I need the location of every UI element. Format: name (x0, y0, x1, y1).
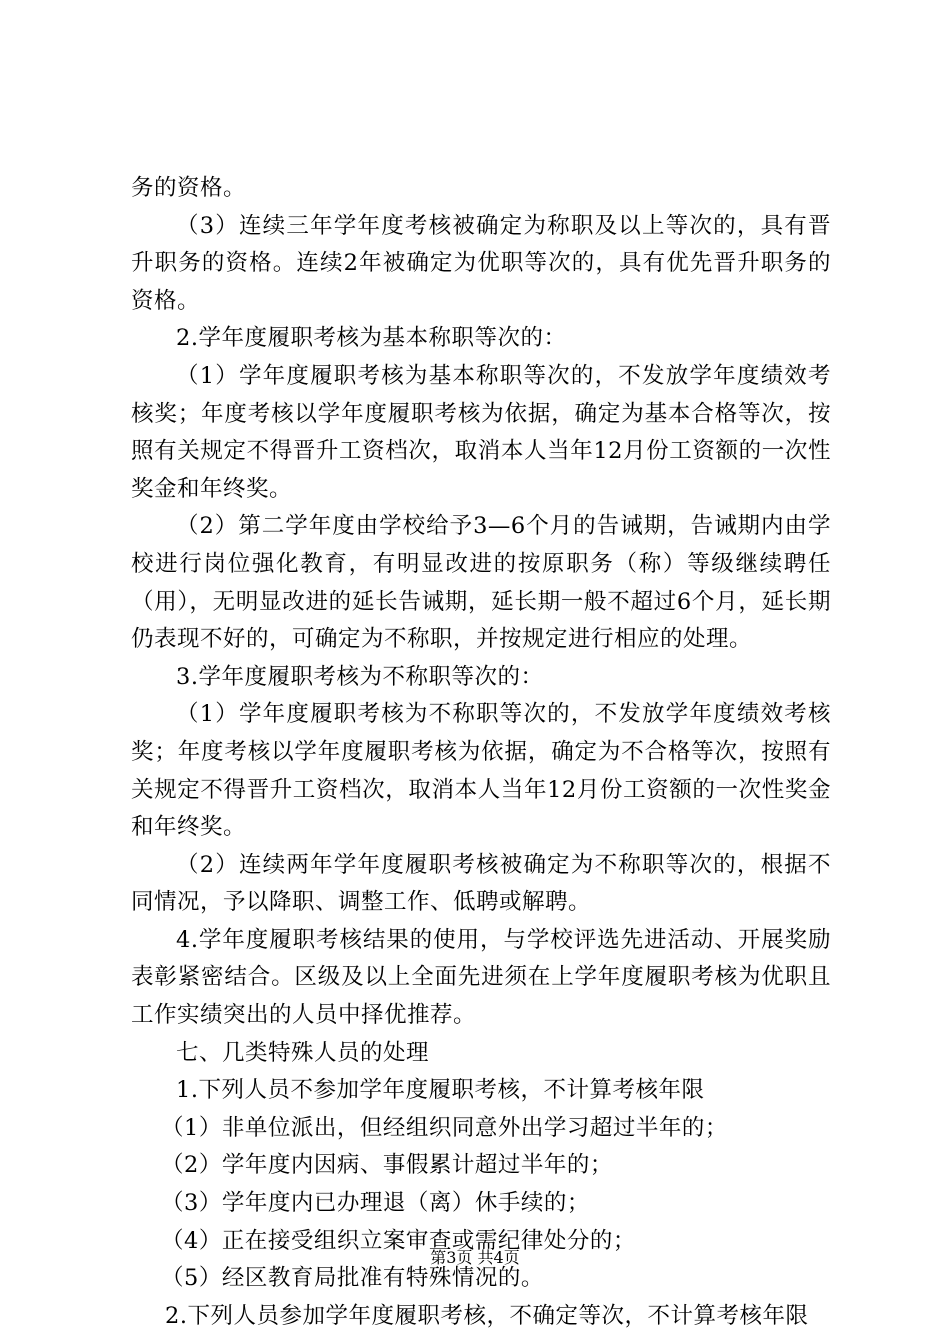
section-heading: 七、几类特殊人员的处理 (176, 1039, 430, 1066)
paragraph: 2.下列人员参加学年度履职考核，不确定等次，不计算考核年限 (165, 1302, 809, 1329)
paragraph: （2）第二学年度由学校给予3—6个月的告诫期，告诫期内由学校进行岗位强化教育，有明显改进的按原职务（称）等级继续聘任（用），无明显改进的延长告诫期，延长期一般不超过6个月，延长期仍表现不好的，可确定为不称职，并按规定进行相应的处理。 (131, 513, 831, 653)
list-item: （3）学年度内已办理退（离）休手续的； (161, 1190, 590, 1217)
list-item: （2）学年度内因病、事假累计超过半年的； (161, 1152, 613, 1179)
paragraph: 1.下列人员不参加学年度履职考核，不计算考核年限 (176, 1077, 705, 1104)
list-item: （5）经区教育局批准有特殊情况的。 (161, 1265, 544, 1292)
paragraph: （2）连续两年学年度履职考核被确定为不称职等次的，根据不同情况，予以降职、调整工作、低聘或解聘。 (131, 851, 831, 916)
paragraph: 3.学年度履职考核为不称职等次的： (176, 663, 544, 690)
document-body (131, 170, 831, 1335)
list-item: （1）非单位派出，但经组织同意外出学习超过半年的； (161, 1114, 728, 1141)
paragraph: （1）学年度履职考核为基本称职等次的，不发放学年度绩效考核奖；年度考核以学年度履职考核为依据，确定为基本合格等次，按照有关规定不得晋升工资档次，取消本人当年12月份工资额的一次性奖金和年终奖。 (131, 362, 831, 502)
paragraph: 4.学年度履职考核结果的使用，与学校评选先进活动、开展奖励表彰紧密结合。区级及以上全面先进须在上学年度履职考核为优职且工作实绩突出的人员中择优推荐。 (131, 926, 831, 1029)
page-footer: 第3页 共4页 (430, 1248, 520, 1267)
paragraph: （1）学年度履职考核为不称职等次的，不发放学年度绩效考核奖；年度考核以学年度履职考核为依据，确定为不合格等次，按照有关规定不得晋升工资档次，取消本人当年12月份工资额的一次性奖金和年终奖。 (131, 701, 831, 841)
paragraph: 务的资格。 (131, 175, 247, 201)
paragraph: （3）连续三年学年度考核被确定为称职及以上等次的，具有晋升职务的资格。连续2年被确定为优职等次的，具有优先晋升职务的资格。 (131, 212, 831, 314)
list-item: （4）正在接受组织立案审查或需纪律处分的； (161, 1227, 636, 1254)
paragraph: 2.学年度履职考核为基本称职等次的： (176, 325, 567, 352)
